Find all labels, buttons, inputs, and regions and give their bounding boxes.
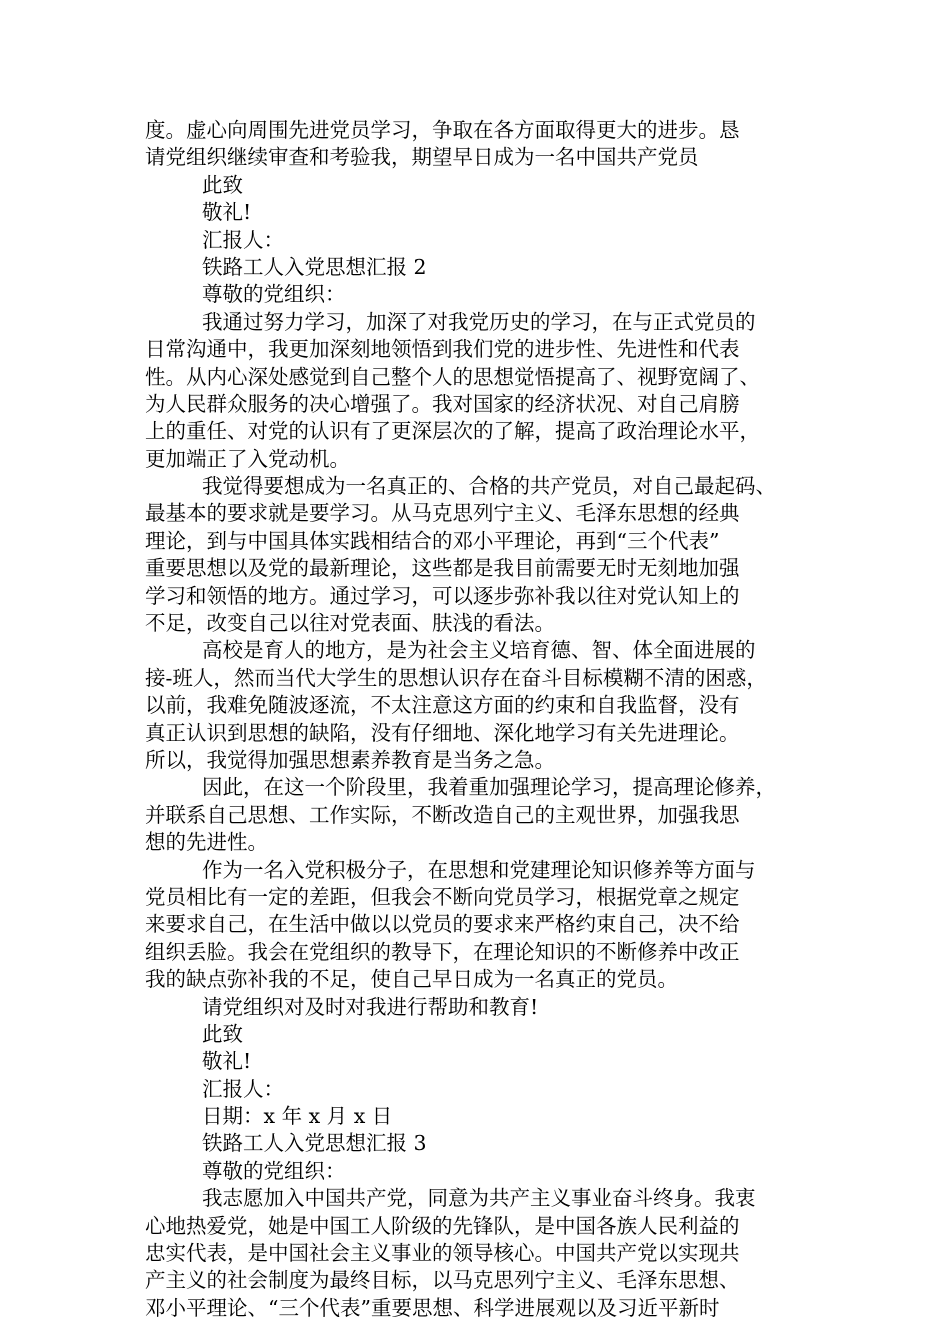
text-line: 组织丢脸。我会在党组织的教导下，在理论知识的不断修养中改正	[145, 939, 740, 964]
text-line: 此致	[202, 172, 243, 197]
text-line: 为人民群众服务的决心增强了。我对国家的经济状况、对自己肩膀	[145, 391, 740, 416]
text-line: 最基本的要求就是要学习。从马克思列宁主义、毛泽东思想的经典	[145, 501, 740, 526]
text-line: 理论，到与中国具体实践相结合的邓小平理论，再到“三个代表”	[145, 528, 720, 553]
text-line: 性。从内心深处感觉到自己整个人的思想觉悟提高了、视野宽阔了、	[145, 364, 760, 389]
text-line: 作为一名入党积极分子，在思想和党建理论知识修养等方面与	[202, 857, 756, 882]
text-line: 心地热爱党，她是中国工人阶级的先锋队，是中国各族人民利益的	[145, 1213, 740, 1238]
text-line: 日期：x 年 x 月 x 日	[202, 1104, 393, 1129]
text-line: 不足，改变自己以往对党表面、肤浅的看法。	[145, 611, 555, 636]
text-line: 我通过努力学习，加深了对我党历史的学习，在与正式党员的	[202, 309, 756, 334]
text-line: 尊敬的党组织：	[202, 1158, 346, 1183]
text-line: 日常沟通中，我更加深刻地领悟到我们党的进步性、先进性和代表	[145, 337, 740, 362]
text-line: 来要求自己，在生活中做以以党员的要求来严格约束自己，决不给	[145, 912, 740, 937]
text-line: 更加端正了入党动机。	[145, 446, 350, 471]
document-body	[145, 117, 811, 1322]
text-line: 汇报人：	[202, 1076, 284, 1101]
text-line: 因此，在这一个阶段里，我着重加强理论学习，提高理论修养，	[202, 775, 776, 800]
text-line: 邓小平理论、“三个代表”重要思想、科学进展观以及习近平新时	[145, 1295, 720, 1320]
text-line: 所以，我觉得加强思想素养教育是当务之急。	[145, 747, 555, 772]
text-line: 铁路工人入党思想汇报 2	[202, 254, 427, 279]
text-line: 党员相比有一定的差距，但我会不断向党员学习，根据党章之规定	[145, 884, 740, 909]
text-line: 尊敬的党组织：	[202, 282, 346, 307]
text-line: 学习和领悟的地方。通过学习，可以逐步弥补我以往对党认知上的	[145, 583, 740, 608]
text-line: 想的先进性。	[145, 830, 268, 855]
text-line: 我志愿加入中国共产党，同意为共产主义事业奋斗终身。我衷	[202, 1186, 756, 1211]
text-line: 汇报人：	[202, 227, 284, 252]
text-line: 高校是育人的地方，是为社会主义培育德、智、体全面进展的	[202, 638, 756, 663]
text-line: 铁路工人入党思想汇报 3	[202, 1131, 427, 1156]
text-line: 此致	[202, 1021, 243, 1046]
text-line: 我觉得要想成为一名真正的、合格的共产党员，对自己最起码、	[202, 474, 776, 499]
text-line: 真正认识到思想的缺陷，没有仔细地、深化地学习有关先进理论。	[145, 720, 740, 745]
text-line: 度。虚心向周围先进党员学习，争取在各方面取得更大的进步。恳	[145, 118, 740, 142]
text-line: 敬礼!	[202, 1049, 252, 1074]
text-line: 忠实代表，是中国社会主义事业的领导核心。中国共产党以实现共	[145, 1241, 740, 1266]
text-line: 请党组织对及时对我进行帮助和教育!	[202, 994, 539, 1019]
text-line: 敬礼!	[202, 200, 252, 225]
text-line: 产主义的社会制度为最终目标，以马克思列宁主义、毛泽东思想、	[145, 1268, 740, 1293]
text-line: 以前，我难免随波逐流，不太注意这方面的约束和自我监督，没有	[145, 693, 740, 718]
text-line: 上的重任、对党的认识有了更深层次的了解，提高了政治理论水平，	[145, 419, 760, 444]
text-line: 请党组织继续审查和考验我，期望早日成为一名中国共产党员	[145, 145, 699, 170]
text-line: 我的缺点弥补我的不足，使自己早日成为一名真正的党员。	[145, 967, 678, 992]
text-line: 接-班人，然而当代大学生的思想认识存在奋斗目标模糊不清的困惑，	[145, 665, 767, 690]
text-line: 重要思想以及党的最新理论，这些都是我目前需要无时无刻地加强	[145, 556, 740, 581]
text-line: 并联系自己思想、工作实际，不断改造自己的主观世界，加强我思	[145, 802, 740, 827]
